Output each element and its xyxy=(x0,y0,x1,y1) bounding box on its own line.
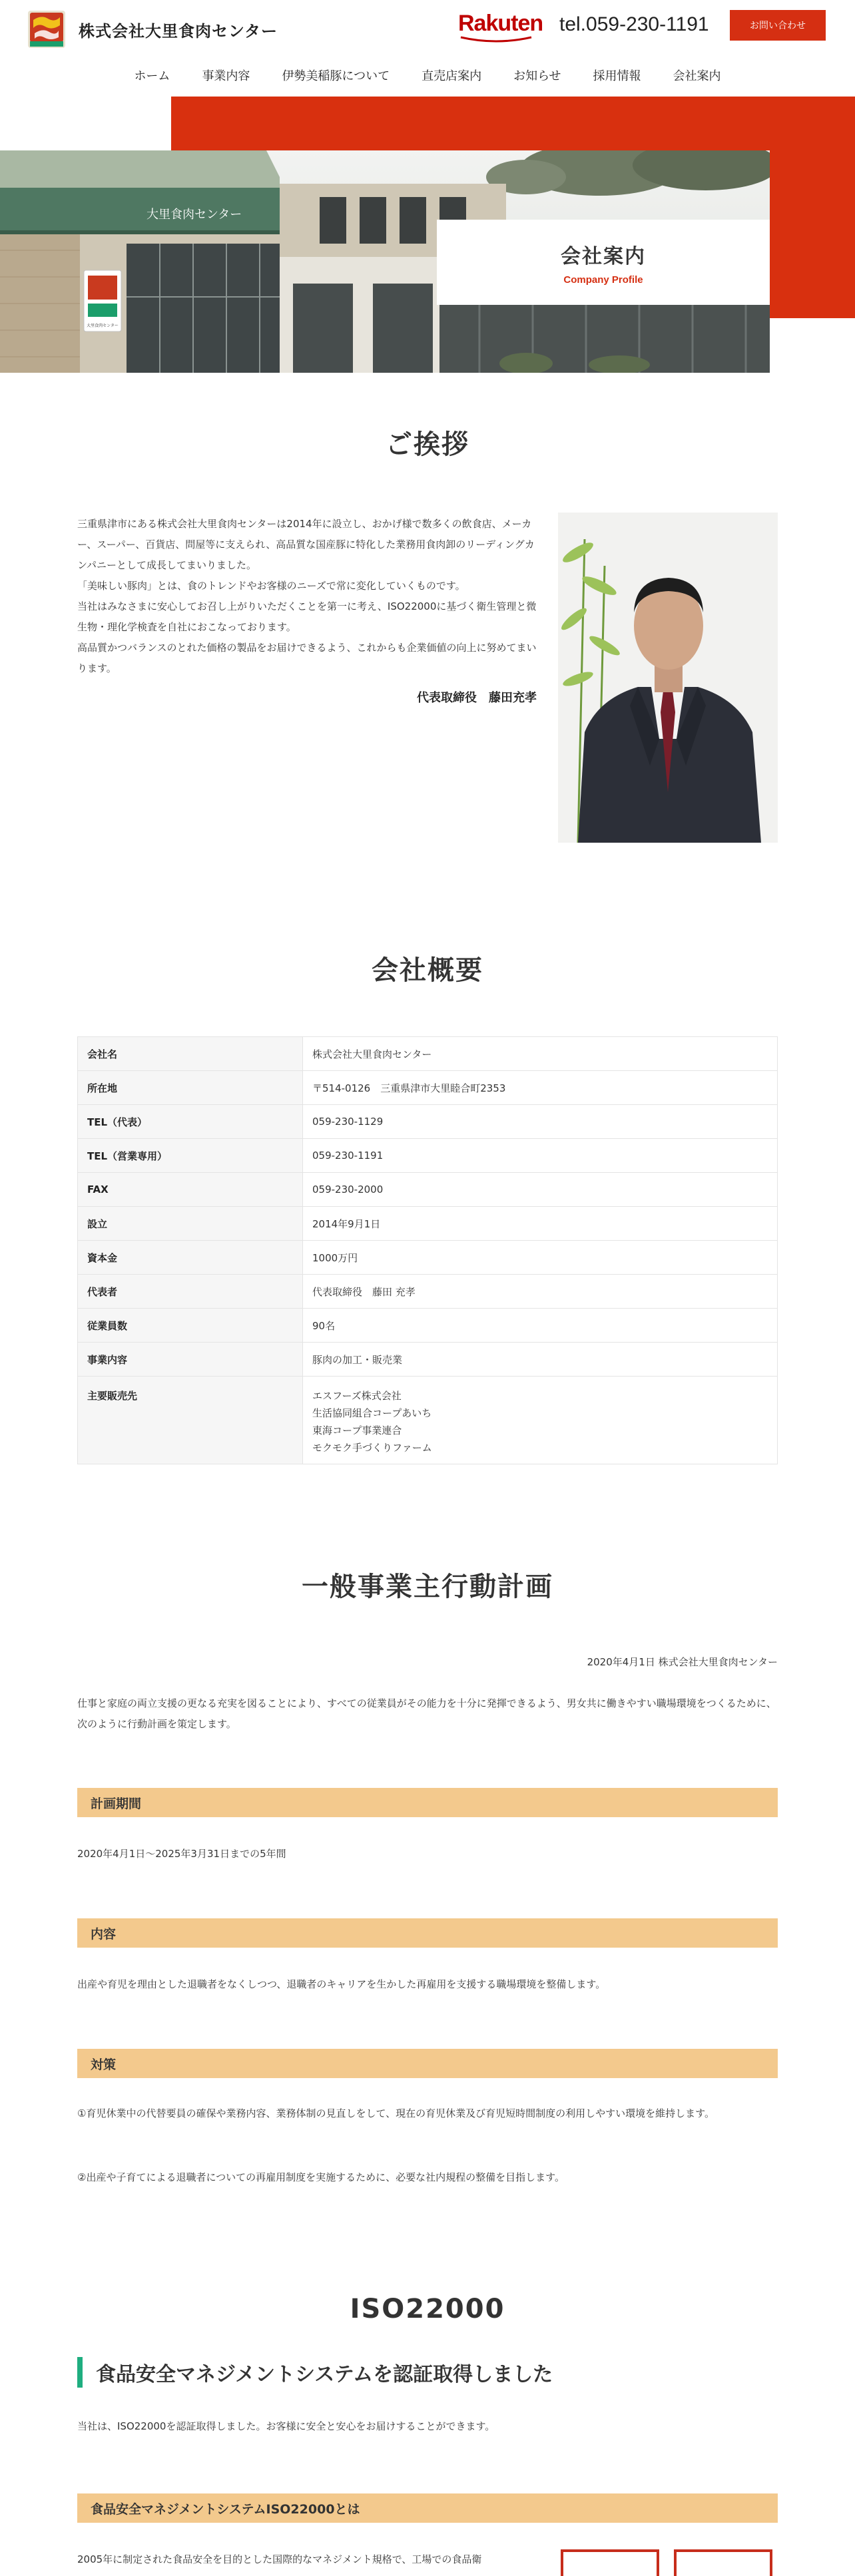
plan-intro: 仕事と家庭の両立支援の更なる充実を図ることにより、すべての従業員がその能力を十分に発揮できるよう、男女共に働きやすい職場環境をつくるために、次のように行動計画を策定します。 xyxy=(77,1697,776,1730)
row-label: TEL（営業専用） xyxy=(78,1139,303,1173)
customer-item: 東海コープ事業連合 xyxy=(312,1424,402,1436)
iso-certificate-image xyxy=(674,2549,772,2576)
site-header xyxy=(0,0,855,97)
contact-button[interactable]: お問い合わせ xyxy=(730,10,826,41)
row-value: 2014年9月1日 xyxy=(303,1207,778,1241)
content-text: 出産や育児を理由とした退職者をなくしつつ、退職者のキャリアを生かした再雇用を支援する職場環境を整備します。 xyxy=(77,1978,606,1990)
period-heading: 計画期間 xyxy=(77,1788,778,1817)
row-value: 1000万円 xyxy=(303,1241,778,1275)
row-label: 所在地 xyxy=(78,1071,303,1105)
overview-heading: 会社概要 xyxy=(372,955,483,986)
page-title: 会社案内 xyxy=(561,245,646,268)
greeting-paragraph: 高品質かつバランスのとれた価格の製品をお届けできるよう、これからも企業価値の向上に努めてまいります。 xyxy=(77,642,537,674)
row-label: 主要販売先 xyxy=(78,1377,303,1464)
greeting-paragraph: 当社はみなさまに安心してお召し上がりいただくことを第一に考え、ISO22000に基づく衛生管理と微生物・理化学検査を自社におこなっております。 xyxy=(77,600,537,633)
row-value: 059-230-2000 xyxy=(303,1173,778,1207)
row-value: 059-230-1129 xyxy=(303,1105,778,1139)
row-label: 設立 xyxy=(78,1207,303,1241)
row-label: 事業内容 xyxy=(78,1343,303,1377)
company-name: 株式会社大里食肉センター xyxy=(79,21,278,41)
iso-heading: ISO22000 xyxy=(350,2294,505,2324)
page-subtitle: Company Profile xyxy=(563,274,643,286)
door-sign-text: 大里食肉センター xyxy=(87,323,119,328)
measure-1-text: ①育児休業中の代替要員の確保や業務内容、業務体制の見直しをして、現在の育児休業及び育児短時間制度の利用しやすい環境を維持します。 xyxy=(77,2107,714,2119)
table-row xyxy=(78,1241,778,1275)
phone-number[interactable]: tel.059-230-1191 xyxy=(559,13,709,35)
row-value: 90名 xyxy=(303,1309,778,1343)
table-row xyxy=(78,1377,778,1464)
logo-mark-icon xyxy=(28,11,65,48)
table-row xyxy=(78,1309,778,1343)
iso-text: 当社は、ISO22000を認証取得しました。お客様に安全と安心をお届けすることができます。 xyxy=(77,2420,495,2432)
measures-heading: 対策 xyxy=(77,2049,778,2078)
measure-2-text: ②出産や子育てによる退職者についての再雇用制度を実施するために、必要な社内規程の整備を目指します。 xyxy=(77,2171,565,2183)
building-sign-text: 大里食肉センター xyxy=(146,208,242,222)
page-title-box xyxy=(437,220,770,305)
table-row xyxy=(78,1173,778,1207)
action-plan-heading: 一般事業主行動計画 xyxy=(302,1572,553,1602)
table-row xyxy=(78,1037,778,1071)
table-row xyxy=(78,1275,778,1309)
row-value: 代表取締役 藤田 充孝 xyxy=(303,1275,778,1309)
company-overview-table xyxy=(77,1036,778,1464)
nav-item-business[interactable]: 事業内容 xyxy=(202,69,250,83)
greeting-signature: 代表取締役 藤田充孝 xyxy=(417,691,537,705)
iso-what-heading: 食品安全マネジメントシステムISO22000とは xyxy=(77,2493,778,2523)
row-value: 059-230-1191 xyxy=(303,1139,778,1173)
period-text: 2020年4月1日～2025年3月31日までの5年間 xyxy=(77,1848,286,1860)
nav-item-news[interactable]: お知らせ xyxy=(513,69,561,83)
iso-certificate-image xyxy=(561,2549,659,2576)
rakuten-logo[interactable]: Rakuten xyxy=(458,11,543,36)
president-portrait-photo xyxy=(558,513,778,843)
greeting-paragraph: 「美味しい豚肉」とは、食のトレンドやお客様のニーズで常に変化していくものです。 xyxy=(77,580,465,592)
customer-item: モクモク手づくりファーム xyxy=(312,1442,432,1454)
content-heading: 内容 xyxy=(77,1918,778,1948)
greeting-paragraph: 三重県津市にある株式会社大里食肉センターは2014年に設立し、おかげ様で数多くの飲食店、メーカー、スーパー、百貨店、問屋等に支えられ、高品質な国産豚に特化した業務用食肉卸のリーディングカンパニーとして成長してまいりました。 xyxy=(77,518,535,571)
table-row xyxy=(78,1071,778,1105)
greeting-heading: ご挨拶 xyxy=(386,429,469,460)
nav-item-company[interactable]: 会社案内 xyxy=(673,69,721,83)
row-value: 〒514-0126 三重県津市大里睦合町2353 xyxy=(303,1071,778,1105)
row-label: 従業員数 xyxy=(78,1309,303,1343)
row-label: FAX xyxy=(78,1173,303,1207)
table-row xyxy=(78,1343,778,1377)
global-nav xyxy=(0,67,855,84)
nav-item-recruit[interactable]: 採用情報 xyxy=(593,69,641,83)
customer-item: エスフーズ株式会社 xyxy=(312,1390,402,1402)
nav-item-store[interactable]: 直売店案内 xyxy=(422,69,482,83)
customers-cell xyxy=(303,1377,778,1464)
site-logo[interactable] xyxy=(28,11,278,48)
nav-item-home[interactable]: ホーム xyxy=(134,69,170,83)
iso-what-text: 2005年に制定された食品安全を目的とした国際的なマネジメント規格で、工場での食品衛 xyxy=(77,2553,482,2565)
row-label: TEL（代表） xyxy=(78,1105,303,1139)
row-label: 代表者 xyxy=(78,1275,303,1309)
iso-subheading: 食品安全マネジメントシステムを認証取得しました xyxy=(77,2357,778,2388)
nav-item-pork-brand[interactable]: 伊勢美稲豚について xyxy=(282,69,390,83)
row-value: 株式会社大里食肉センター xyxy=(303,1037,778,1071)
plan-date-line: 2020年4月1日 株式会社大里食肉センター xyxy=(587,1656,778,1668)
row-label: 会社名 xyxy=(78,1037,303,1071)
rakuten-swoosh-icon xyxy=(459,35,533,44)
row-label: 資本金 xyxy=(78,1241,303,1275)
table-row xyxy=(78,1207,778,1241)
greeting-message xyxy=(77,514,537,679)
row-value: 豚肉の加工・販売業 xyxy=(303,1343,778,1377)
table-row xyxy=(78,1139,778,1173)
table-row xyxy=(78,1105,778,1139)
customer-item: 生活協同組合コープあいち xyxy=(312,1407,432,1419)
